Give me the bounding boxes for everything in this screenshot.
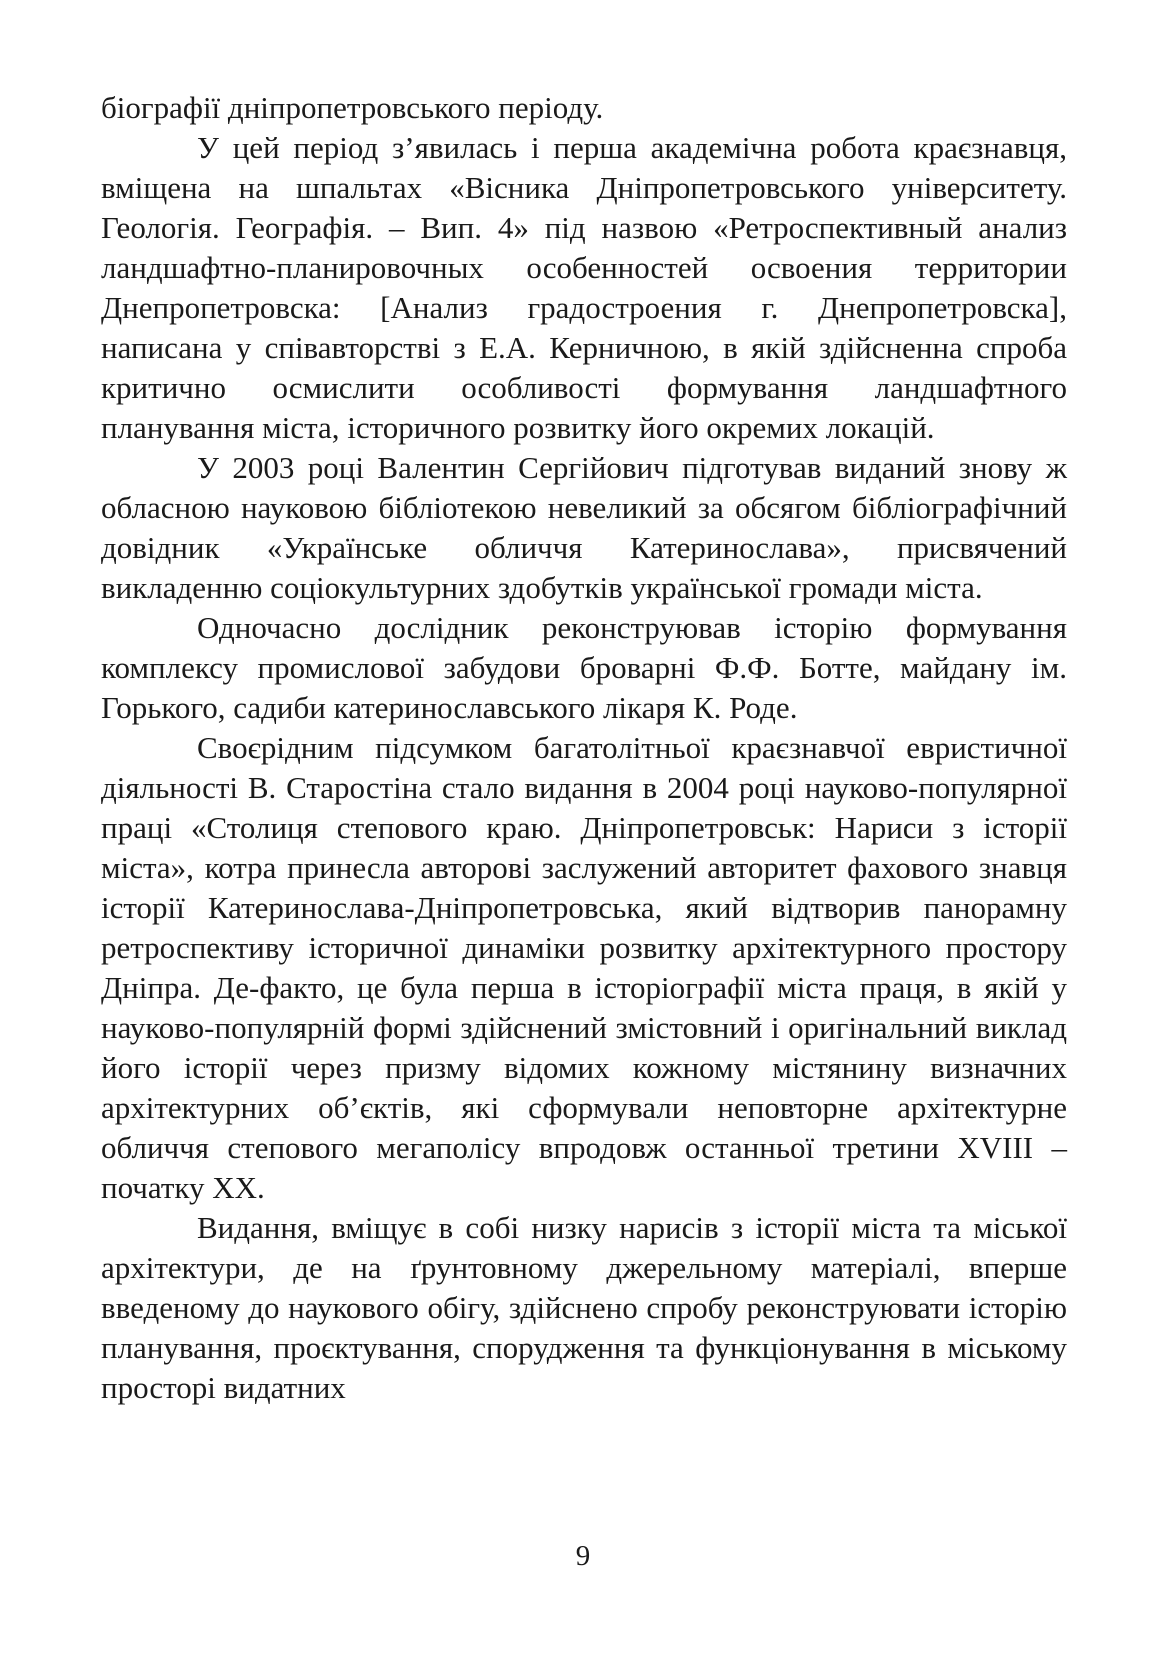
paragraph-continuation: біографії дніпропетровського періоду.	[101, 90, 604, 125]
paragraph-reconstruction: Одночасно дослідник реконструював історію формування комплексу промислової забудови броварні Ф.Ф. Ботте, майдану ім. Горького, садиби катеринославського лікаря К. Роде.	[101, 610, 1067, 725]
paragraph-edition-contents: Видання, вміщує в собі низку нарисів з історії міста та міської архітектури, де на ґрунтовному джерельному матеріалі, вперше введеному до наукового обігу, здійснено спробу реконструювати історію планування, проєктування, спорудження та функціонування в міському просторі видатних	[101, 1210, 1067, 1405]
page-body	[101, 88, 1067, 1408]
paragraph-academic-work: У цей період з’явилась і перша академічна робота краєзнавця, вміщена на шпальтах «Вісника Дніпропетровського університету. Геологія. Географія. – Вип. 4» під назвою «Ретроспективный анализ ландшафтно-планировочных особенностей освоения территории Днепропетровска: [Анализ градостроения г. Днепропетровска], написана у співавторстві з Е.А. Керничною, в якій здійсненна спроба критично осмислити особливості формування ландшафтного планування міста, історичного розвитку його окремих локацій.	[101, 130, 1067, 445]
paragraph-2003-reference: У 2003 році Валентин Сергійович підготував виданий знову ж обласною науковою бібліотекою невеликий за обсягом бібліографічний довідник «Українське обличчя Катеринослава», присвячений викладенню соціокультурних здобутків української громади міста.	[101, 450, 1067, 605]
paragraph-2004-publication: Своєрідним підсумком багатолітньої краєзнавчої евристичної діяльності В. Старостіна стало видання в 2004 році науково-популярної праці «Столиця степового краю. Дніпропетровськ: Нариси з історії міста», котра принесла авторові заслужений авторитет фахового знавця історії Катеринослава-Дніпропетровська, який відтворив панорамну ретроспективу історичної динаміки розвитку архітектурного простору Дніпра. Де-факто, це була перша в історіографії міста праця, в якій у науково-популярній формі здійснений змістовний і оригінальний виклад його історії через призму відомих кожному містянину визначних архітектурних об’єктів, які сформували неповторне архітектурне обличчя степового мегаполісу впродовж останньої третини XVIII – початку XX.	[101, 730, 1067, 1205]
page-number: 9	[575, 1540, 591, 1572]
